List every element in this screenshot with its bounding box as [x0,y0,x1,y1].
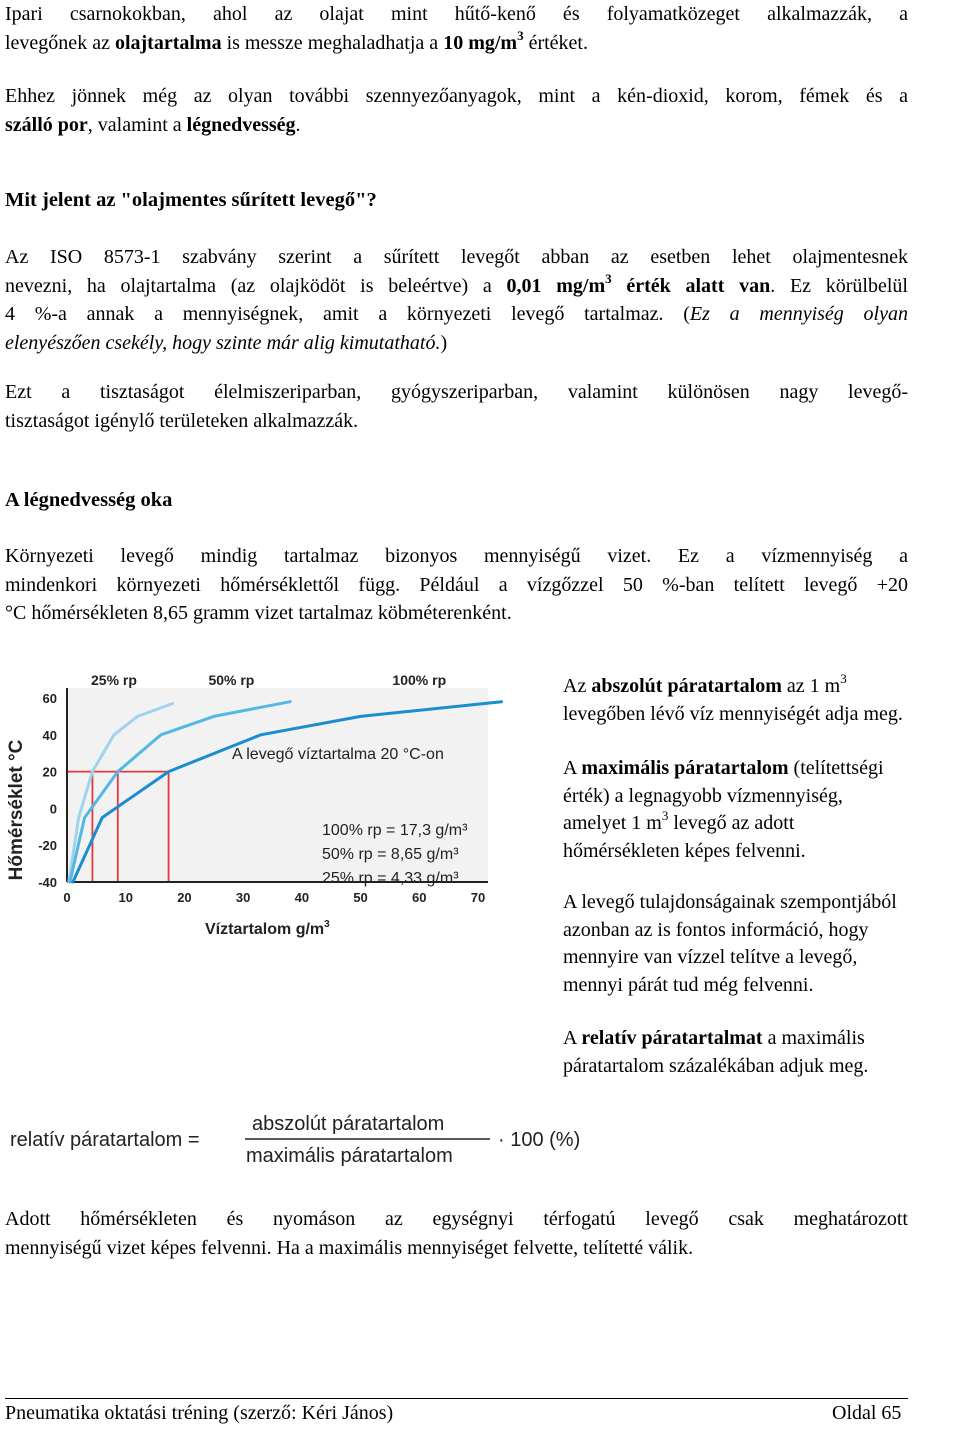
heading-oilfree: Mit jelent az "olajmentes sűrített levegő"? [5,189,377,211]
abs-line-1: Az abszolút páratartalom az 1 $m^3$ [563,671,847,697]
cleanliness-line-2: tisztaságot igénylő területeken alkalmazzák. [5,409,359,432]
humidity-paragraph [5,542,908,628]
intro-line-1: Ipari csarnokokban, ahol az olajat mint hűtő-kenő és folyamatközeget alkalmazzák, a [5,3,908,25]
iso-line-4: elenyészően csekély, hogy szinte már alig kimutatható.) [5,331,448,354]
x-tick-7: 70 [470,890,486,905]
y-tick-1: 40 [42,727,57,743]
rel-line-2: páratartalom százalékában adjuk meg. [563,1054,869,1077]
humidity-line-2: mindenkori környezeti hőmérséklettől függ. Például a vízgőzzel 50 %-ban telített levegő +20 [5,573,908,596]
prop-line-3: mennyire van vízzel telítve a levegő, [563,946,858,968]
relative-humidity-formula [0,1100,620,1180]
footer-divider [5,1398,908,1399]
x-axis-label-sup: 3 [324,919,330,930]
prop-line-2: azonban az is fontos információ, hogy [563,918,869,941]
prop-line-1: A levegő tulajdonságainak szempontjából [563,891,897,913]
formula-numerator: abszolút páratartalom [252,1113,445,1135]
x-tick-5: 50 [353,890,368,905]
series-label-2: 100% rp [392,672,447,688]
closing-line-1: Adott hőmérsékleten és nyomáson az egységnyi térfogatú levegő csak meghatározott [5,1208,908,1230]
y-tick-5: -40 [38,875,57,890]
iso-line-2: nevezni, ha olajtartalma (az olajködöt is beleértve) a 0,01 $mg/m^3$ érték alatt van. Ez körülbelül [5,270,908,297]
x-tick-0: 0 [63,890,71,905]
y-tick-4: -20 [38,838,57,854]
x-tick-4: 40 [294,890,310,905]
cleanliness-paragraph [5,378,908,435]
cleanliness-line-1: Ezt a tisztaságot élelmiszeriparban, gyógyszeriparban, valamint különösen nagy levegő- [5,381,908,403]
property-text [563,889,958,999]
y-tick-3: 0 [49,801,57,817]
abs-line-2: levegőben lévő víz mennyiségét adja meg. [563,702,903,725]
y-tick-0: 60 [42,691,57,706]
y-tick-2: 20 [42,764,57,780]
max-line-1: A maximális páratartalom (telítettségi [563,757,884,779]
pollutants-line-1: Ehhez jönnek még az olyan további szennyezőanyagok, mint a kén-dioxid, korom, fémek és a [5,85,908,107]
footer-page-number: Oldal 65 [832,1402,902,1424]
annotation-line-0: 100% rp = 17,3 g/m³ [322,822,468,839]
y-axis-label: Hőmérséklet °C [6,739,27,881]
iso-paragraph [5,243,908,357]
humidity-line-3: °C hőmérsékleten 8,65 gramm vizet tartalmaz köbméterenként. [5,602,512,624]
max-line-3: amelyet 1 $m^3$ levegő az adott [563,808,795,834]
humidity-line-1: Környezeti levegő mindig tartalmaz bizonyos mennyiségű vizet. Ez a vízmennyiség a [5,545,908,567]
formula-rhs: · 100 (%) [498,1129,581,1151]
x-tick-3: 30 [235,890,251,905]
x-tick-6: 60 [412,890,427,905]
humidity-chart [0,660,540,980]
pollutants-paragraph [5,82,908,139]
prop-line-4: mennyi párát tud még felvenni. [563,973,814,996]
iso-line-3: 4 %-a annak a mennyiségnek, amit a környezeti levegő tartalmaz. (Ez a mennyiség olyan [5,303,908,325]
heading-humidity: A légnedvesség oka [5,489,173,511]
relative-humidity-text [563,1025,958,1080]
max-line-2: érték) a legnagyobb vízmennyiség, [563,784,843,807]
x-tick-2: 20 [177,890,192,905]
abs-humidity-text [563,673,958,728]
annotation-line-2: 25% rp = 4,33 g/m³ [322,870,459,887]
series-label-1: 50% rp [208,672,255,688]
annotation-title: A levegő víztartalma 20 °C-on [232,746,444,763]
intro-paragraph [5,0,908,57]
max-line-4: hőmérsékleten képes felvenni. [563,839,806,862]
iso-line-1: Az ISO 8573-1 szabvány szerint a sűrített levegőt abban az esetben lehet olajmentesnek [5,246,908,268]
max-humidity-text [563,755,958,865]
closing-line-2: mennyiségű vizet képes felvenni. Ha a maximális mennyiséget felvette, telítetté válik. [5,1236,694,1259]
rel-line-1: A relatív páratartalmat a maximális [563,1027,865,1049]
pollutants-line-2: szálló por, valamint a légnedvesség. [5,113,301,136]
footer-title: Pneumatika oktatási tréning (szerző: Kéri János) [5,1402,394,1424]
closing-paragraph [5,1205,908,1262]
x-axis-label: Víztartalom $g/m^3$ [205,919,330,938]
series-label-0: 25% rp [91,672,137,688]
x-tick-1: 10 [118,890,133,905]
intro-line-2: levegőnek az olajtartalma is messze meghaladhatja a 10 $mg/m^3$ értéket. [5,27,588,54]
formula-lhs: relatív páratartalom = [10,1129,200,1151]
annotation-line-1: 50% rp = 8,65 g/m³ [322,846,459,863]
formula-denominator: maximális páratartalom [246,1145,453,1167]
